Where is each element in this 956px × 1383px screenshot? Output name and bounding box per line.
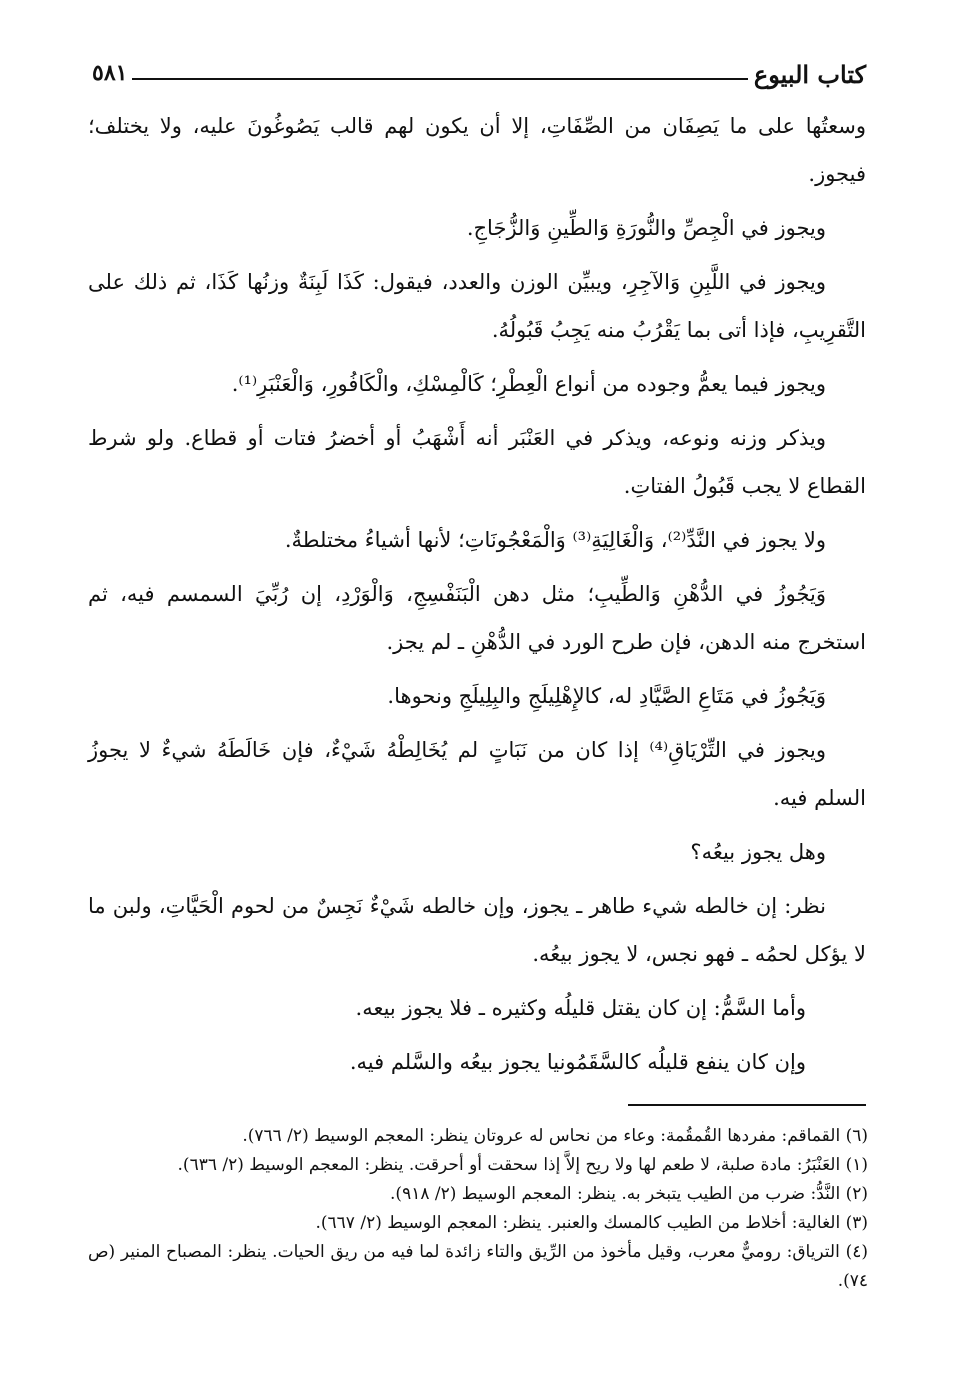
paragraph: ويجوز في الْجِصِّ والنُّورَةِ وَالطِّينِ وَالزُّجَاجِ.	[466, 216, 826, 240]
main-text	[88, 102, 866, 1092]
paragraph: ويذكر وزنه ونوعه، ويذكر في العَنْبَر أنه أَشْهَبُ أو أخضرُ فتات أو قطاع. ولو شرط القطاع لا يجب قَبُولُ الفتاتِ.	[88, 426, 866, 498]
paragraph: وأما السَّمُّ: إن كان يقتل قليلُه وكثيره ـ فلا يجوز بيعه.	[355, 996, 806, 1020]
paragraph: نظر: إن خالطه شيء طاهر ـ يجوز، وإن خالطه شَيْءٌ نَجِسٌ من لحوم الْحَيَّاتِ، ولبن ما لا يؤكل لحمُه ـ فهو نجس، لا يجوز بيعُه.	[88, 894, 866, 966]
footnote: (١) العَنْبَرُ: مادة صلبة، لا طعم لها ولا ريح إلاَّ إذا سحقت أو أحرقت. ينظر: المعجم الوسيط (٢/ ٦٣٦).	[177, 1155, 868, 1175]
footnote-separator	[628, 1104, 866, 1106]
footnote: (٦) القماقم: مفردها القُمقُمة: وعاء من نحاس له عروتان ينظر: المعجم الوسيط (٢/ ٧٦٦).	[242, 1126, 868, 1146]
chapter-title: كتاب البيوع	[753, 60, 866, 89]
paragraph: وَيَجُوزُ في الدُّهْنِ وَالطِّيبِ؛ مثل دهن الْبَنَفْسِجِ، وَالْوَرْدِ، إن رُبِّيَ السمسم فيه، ثم استخرج منه الدهن، فإن طرح الورد في الدُّهْنِ ـ لم يجز.	[88, 582, 866, 654]
paragraph: ويجوز في اللَّبِنِ وَالآجِرِ، ويبيِّن الوزن والعدد، فيقول: كَذَا لَبِنَةٌ وزنُها كَذَا، ثم ذلك على التَّقرِيبِ، فإذا أتى بما يَقْرُبُ منه يَجِبُ قَبُولُهُ.	[88, 270, 866, 342]
footnote: (٢) النَّدُّ: ضرب من الطيب يتبخر به. ينظر: المعجم الوسيط (٢/ ٩١٨).	[390, 1184, 868, 1204]
header-rule	[132, 78, 748, 80]
paragraph: وسعتُها على ما يَصِفَان من الصِّفَاتِ، إلا أن يكون لهم قالب يَصُوغُونَ عليه، ولا يختلف؛ فيجوز.	[88, 114, 866, 186]
paragraph: ويجوز فيما يعمُّ وجوده من أنواع الْعِطْرِ؛ كَالْمِسْكِ، والْكَافُورِ، وَالْعَنْبَرِ⁽¹⁾.	[231, 372, 826, 396]
footnote: (٣) الغالية: أخلاط من الطيب كالمسك والعنبر. ينظر: المعجم الوسيط (٢/ ٦٦٧).	[315, 1213, 868, 1233]
footnotes	[88, 1122, 868, 1296]
paragraph: وَيَجُوزُ في مَتَاعِ الصَّيَّادِ له، كالإِهْلِيلَجِ والبِلِيلَجِ ونحوها.	[387, 684, 826, 708]
paragraph: ولا يجوز في النَّدِّ⁽²⁾، وَالْغَالِيَةِ⁽³⁾ وَالْمَعْجُونَاتِ؛ لأنها أشياءُ مختلطةٌ.	[284, 528, 826, 552]
page-header	[92, 60, 866, 100]
paragraph: ويجوز في التِّرْيَاقِ⁽⁴⁾ إذا كان من نَبَاتٍ لم يُخَالِطْهُ شَيْءٌ، فإن خَالَطَهُ شيءٌ لا يجوزُ السلم فيه.	[88, 738, 866, 810]
footnote: (٤) الترياق: روميٌّ معرب، وقيل مأخوذ من الرِّيق والتاء زائدة لما فيه من ريق الحيات. ينظر: المصباح المنير (ص ٧٤).	[88, 1242, 868, 1291]
page-number: ٥٨١	[92, 60, 128, 86]
paragraph: وهل يجوز بيعُه؟	[690, 840, 826, 864]
paragraph: وإن كان ينفع قليلُه كالسَّقَمُونيا يجوز بيعُه والسَّلم فيه.	[349, 1050, 806, 1074]
